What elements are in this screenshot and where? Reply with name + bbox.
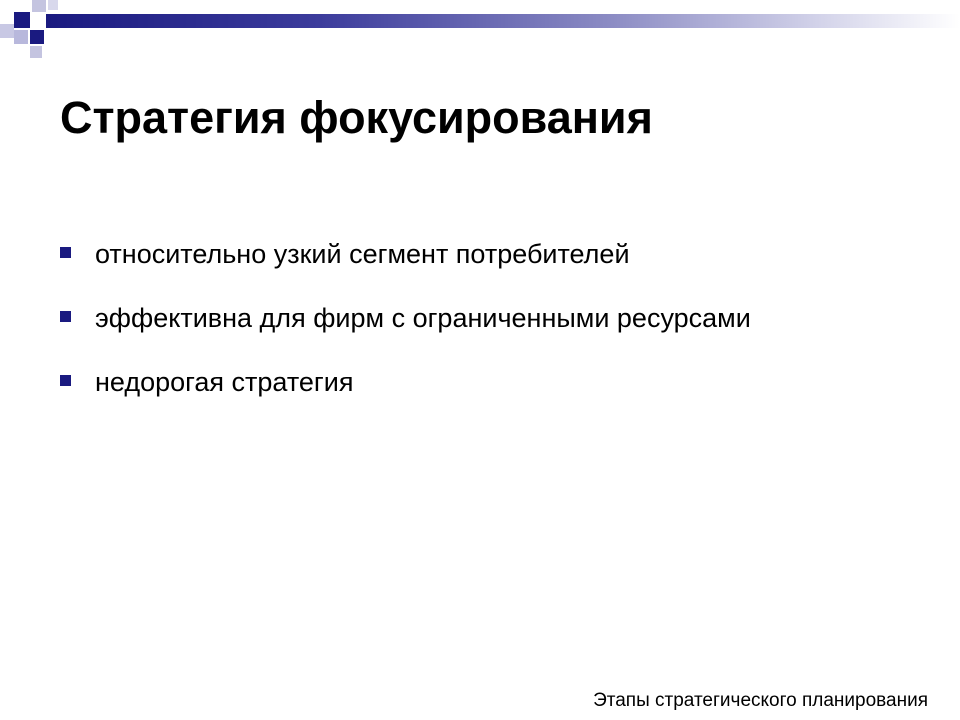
bullet-item	[60, 362, 751, 402]
bullet-text: относительно узкий сегмент потребителей	[95, 238, 630, 269]
slide-title: Стратегия фокусирования	[60, 92, 653, 143]
bullet-text: эффективна для фирм с ограниченными ресурсами	[95, 302, 751, 333]
decorative-square	[30, 30, 44, 44]
decorative-square	[0, 24, 14, 38]
decorative-square	[30, 46, 42, 58]
decorative-square	[14, 30, 28, 44]
top-gradient-bar	[46, 14, 960, 28]
bullet-item	[60, 298, 751, 338]
square-bullet-icon	[60, 247, 71, 258]
decorative-square	[14, 12, 30, 28]
bullet-list	[60, 234, 751, 426]
decorative-square	[48, 0, 58, 10]
square-bullet-icon	[60, 375, 71, 386]
bullet-text: недорогая стратегия	[95, 366, 354, 397]
decorative-square	[32, 0, 46, 12]
square-bullet-icon	[60, 311, 71, 322]
bullet-item	[60, 234, 751, 274]
slide-footer: Этапы стратегического планирования	[593, 690, 928, 711]
